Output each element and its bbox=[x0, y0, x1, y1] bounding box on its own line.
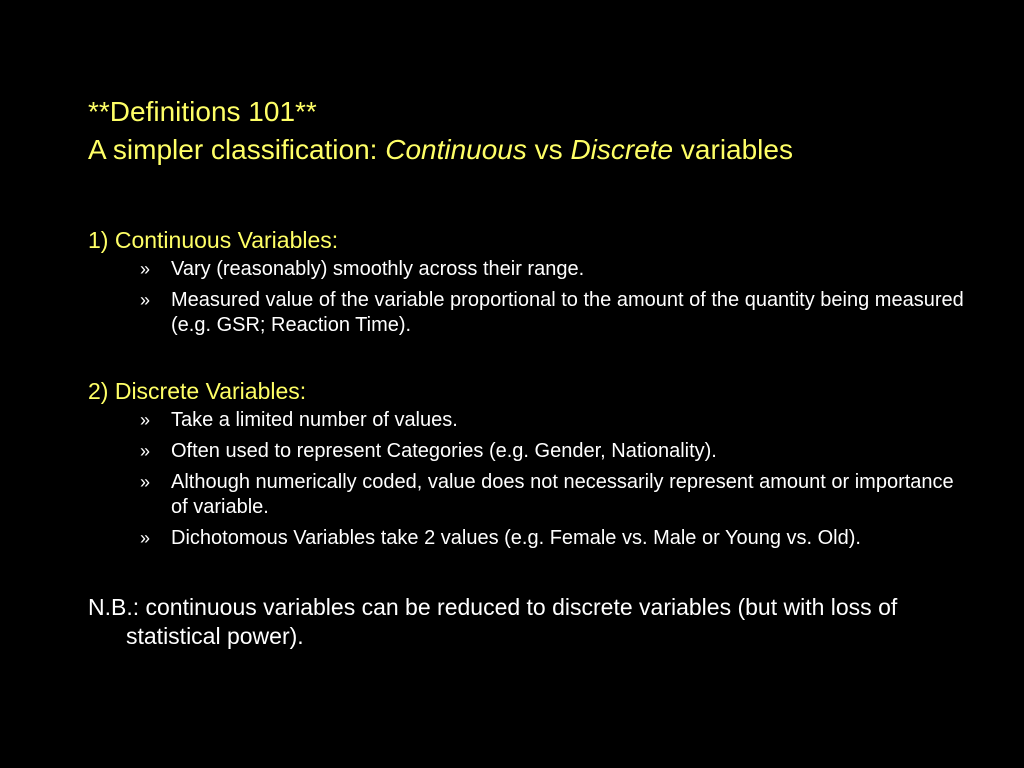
slide-body bbox=[88, 223, 968, 651]
bullet-list-continuous bbox=[88, 257, 968, 338]
bullet-marker: » bbox=[140, 259, 151, 279]
bullet-text: Often used to represent Categories (e.g. Gender, Nationality). bbox=[171, 440, 717, 462]
bullet-item bbox=[88, 288, 968, 338]
section-heading-continuous: 1) Continuous Variables: bbox=[88, 227, 339, 253]
bullet-marker: » bbox=[140, 290, 151, 310]
bullet-marker: » bbox=[140, 528, 151, 548]
bullet-text: Measured value of the variable proportional to the amount of the quantity being measured (e.g. GSR; Reaction Time). bbox=[171, 289, 964, 336]
title-line-1: **Definitions 101** bbox=[88, 96, 317, 127]
bullet-item bbox=[88, 408, 968, 433]
bullet-marker: » bbox=[140, 472, 151, 492]
bullet-text: Dichotomous Variables take 2 values (e.g. Female vs. Male or Young vs. Old). bbox=[171, 527, 861, 549]
bullet-list-discrete bbox=[88, 408, 968, 551]
title-discrete: Discrete bbox=[570, 134, 674, 165]
bullet-item bbox=[88, 526, 968, 551]
bullet-text: Take a limited number of values. bbox=[171, 409, 458, 431]
footnote: N.B.: continuous variables can be reduced to discrete variables (but with loss of statistical power). bbox=[88, 594, 898, 649]
title-prefix: A simpler classification: bbox=[88, 134, 386, 165]
bullet-marker: » bbox=[140, 441, 151, 461]
bullet-item bbox=[88, 470, 968, 520]
bullet-item bbox=[88, 257, 968, 282]
slide-title bbox=[88, 93, 988, 169]
bullet-text: Although numerically coded, value does not necessarily represent amount or importance of variable. bbox=[171, 471, 954, 518]
title-line-2 bbox=[88, 131, 988, 169]
bullet-marker: » bbox=[140, 410, 151, 430]
bullet-text: Vary (reasonably) smoothly across their range. bbox=[171, 258, 585, 280]
bullet-item bbox=[88, 439, 968, 464]
title-continuous: Continuous bbox=[385, 134, 527, 165]
title-suffix: variables bbox=[673, 134, 793, 165]
section-heading-discrete: 2) Discrete Variables: bbox=[88, 378, 307, 404]
title-vs: vs bbox=[526, 134, 571, 165]
